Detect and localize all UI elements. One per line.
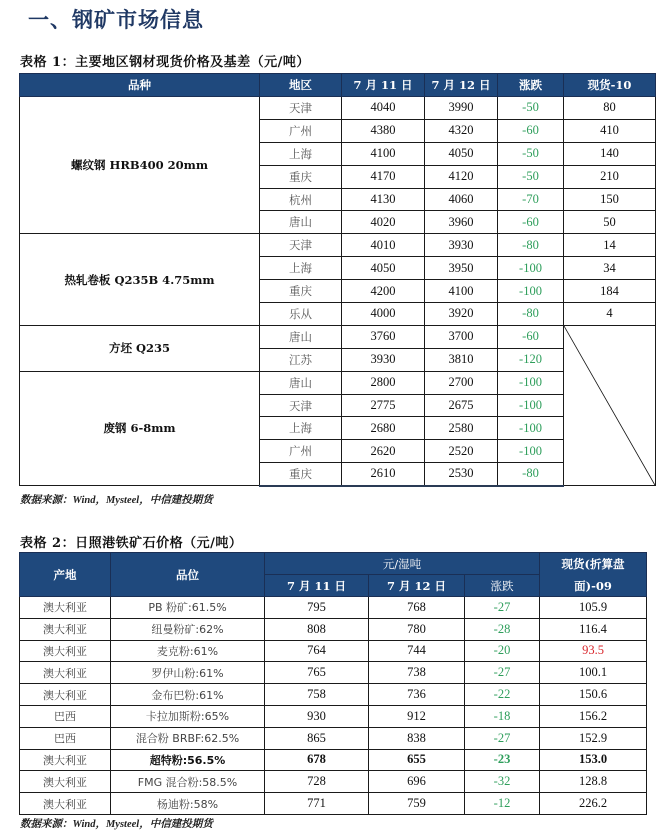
header-region: 地区 (260, 74, 342, 97)
table-row (20, 771, 647, 793)
table-row (20, 684, 647, 706)
table1-caption: 表格 1：主要地区钢材现货价格及基差（元/吨） (20, 55, 310, 70)
change-cell: -100 (498, 280, 564, 303)
price-jul11-cell: 728 (265, 771, 369, 793)
origin-cell: 巴西 (20, 727, 111, 749)
price-jul12-cell: 4060 (425, 188, 498, 211)
price-jul11-cell: 758 (265, 684, 369, 706)
price-jul12-cell: 2530 (425, 463, 498, 486)
grade-cell: 卡拉加斯粉:65% (111, 705, 265, 727)
price-jul11-cell: 3930 (342, 348, 425, 371)
region-cell: 乐从 (260, 303, 342, 326)
price-jul12-cell: 736 (369, 684, 465, 706)
basis-cell: 153.0 (540, 749, 647, 771)
grade-cell: 金布巴粉:61% (111, 684, 265, 706)
price-jul12-cell: 2520 (425, 440, 498, 463)
table-row (20, 727, 647, 749)
price-jul11-cell: 4000 (342, 303, 425, 326)
change-cell: -12 (465, 793, 540, 815)
origin-cell: 澳大利亚 (20, 793, 111, 815)
basis-cell: 100.1 (540, 662, 647, 684)
header-jul11: 7 月 11 日 (265, 575, 369, 597)
basis-cell: 80 (564, 97, 656, 120)
price-jul11-cell: 4050 (342, 257, 425, 280)
change-cell: -27 (465, 597, 540, 619)
variety-cell: 废钢 6-8mm (20, 371, 260, 485)
price-jul12-cell: 3960 (425, 211, 498, 234)
region-cell: 天津 (260, 394, 342, 417)
region-cell: 唐山 (260, 371, 342, 394)
price-jul11-cell: 2680 (342, 417, 425, 440)
change-cell: -80 (498, 234, 564, 257)
iron-ore-price-table (19, 552, 647, 815)
header-variety: 品种 (20, 74, 260, 97)
price-jul12-cell: 759 (369, 793, 465, 815)
price-jul11-cell: 771 (265, 793, 369, 815)
basis-cell: 14 (564, 234, 656, 257)
table2-source-note: 数据来源：Wind，Mysteel，中信建投期货 (20, 819, 213, 830)
table-row (20, 371, 656, 394)
change-cell: -60 (498, 211, 564, 234)
price-jul12-cell: 696 (369, 771, 465, 793)
change-cell: -50 (498, 165, 564, 188)
basis-cell: 210 (564, 165, 656, 188)
basis-cell: 50 (564, 211, 656, 234)
change-cell: -100 (498, 440, 564, 463)
table-row (20, 597, 647, 619)
change-cell: -70 (498, 188, 564, 211)
section-title: 一、钢矿市场信息 (28, 8, 204, 32)
price-jul12-cell: 3810 (425, 348, 498, 371)
change-cell: -18 (465, 705, 540, 727)
header-basis-line1: 现货(折算盘 (561, 556, 625, 571)
price-jul11-cell: 4020 (342, 211, 425, 234)
region-cell: 广州 (260, 440, 342, 463)
price-jul12-cell: 3700 (425, 325, 498, 348)
price-jul11-cell: 4130 (342, 188, 425, 211)
price-jul12-cell: 768 (369, 597, 465, 619)
origin-cell: 澳大利亚 (20, 684, 111, 706)
change-cell: -32 (465, 771, 540, 793)
price-jul11-cell: 4170 (342, 165, 425, 188)
price-jul12-cell: 2580 (425, 417, 498, 440)
change-cell: -120 (498, 348, 564, 371)
price-jul11-cell: 2620 (342, 440, 425, 463)
price-jul11-cell: 3760 (342, 325, 425, 348)
basis-cell: 34 (564, 257, 656, 280)
change-cell: -23 (465, 749, 540, 771)
basis-cell: 128.8 (540, 771, 647, 793)
region-cell: 上海 (260, 417, 342, 440)
diagonal-line-icon (564, 326, 655, 485)
change-cell: -27 (465, 727, 540, 749)
change-cell: -80 (498, 463, 564, 486)
basis-cell: 116.4 (540, 618, 647, 640)
change-cell: -100 (498, 417, 564, 440)
price-jul11-cell: 764 (265, 640, 369, 662)
basis-cell: 105.9 (540, 597, 647, 619)
grade-cell: 混合粉 BRBF:62.5% (111, 727, 265, 749)
basis-cell: 226.2 (540, 793, 647, 815)
region-cell: 江苏 (260, 348, 342, 371)
header-basis (540, 553, 647, 597)
basis-cell: 140 (564, 142, 656, 165)
price-jul12-cell: 3930 (425, 234, 498, 257)
change-cell: -60 (498, 119, 564, 142)
region-cell: 重庆 (260, 463, 342, 486)
table-row-highlighted (20, 749, 647, 771)
price-jul12-cell: 2675 (425, 394, 498, 417)
price-jul12-cell: 4100 (425, 280, 498, 303)
grade-cell: 纽曼粉矿:62% (111, 618, 265, 640)
table-row (20, 640, 647, 662)
price-jul11-cell: 2610 (342, 463, 425, 486)
region-cell: 天津 (260, 97, 342, 120)
price-jul11-cell: 865 (265, 727, 369, 749)
table-row (20, 662, 647, 684)
change-cell: -100 (498, 371, 564, 394)
price-jul11-cell: 795 (265, 597, 369, 619)
table-row (20, 97, 656, 120)
empty-basis-cell (564, 325, 656, 485)
table-row (20, 793, 647, 815)
region-cell: 广州 (260, 119, 342, 142)
basis-cell: 4 (564, 303, 656, 326)
table2-caption: 表格 2：日照港铁矿石价格（元/吨） (20, 536, 243, 551)
basis-cell-highlight: 93.5 (540, 640, 647, 662)
table2-header-row-1 (20, 553, 647, 575)
variety-cell: 方坯 Q235 (20, 325, 260, 371)
header-grade: 品位 (111, 553, 265, 597)
origin-cell: 澳大利亚 (20, 771, 111, 793)
steel-spot-price-table (19, 73, 656, 487)
region-cell: 唐山 (260, 211, 342, 234)
price-jul12-cell: 3920 (425, 303, 498, 326)
change-cell: -20 (465, 640, 540, 662)
price-jul11-cell: 4100 (342, 142, 425, 165)
basis-cell: 152.9 (540, 727, 647, 749)
header-jul11: 7 月 11 日 (342, 74, 425, 97)
price-jul12-cell: 4120 (425, 165, 498, 188)
grade-cell: 罗伊山粉:61% (111, 662, 265, 684)
grade-cell: 麦克粉:61% (111, 640, 265, 662)
price-jul12-cell: 655 (369, 749, 465, 771)
change-cell: -50 (498, 97, 564, 120)
header-unit-group: 元/湿吨 (265, 553, 540, 575)
change-cell: -50 (498, 142, 564, 165)
price-jul12-cell: 744 (369, 640, 465, 662)
origin-cell: 澳大利亚 (20, 662, 111, 684)
price-jul12-cell: 2700 (425, 371, 498, 394)
origin-cell: 澳大利亚 (20, 597, 111, 619)
price-jul12-cell: 3950 (425, 257, 498, 280)
grade-cell: 杨迪粉:58% (111, 793, 265, 815)
price-jul12-cell: 780 (369, 618, 465, 640)
header-basis-line2: 面)-09 (574, 578, 612, 593)
origin-cell: 澳大利亚 (20, 640, 111, 662)
price-jul12-cell: 3990 (425, 97, 498, 120)
change-cell: -60 (498, 325, 564, 348)
region-cell: 重庆 (260, 165, 342, 188)
header-basis: 现货-10 (564, 74, 656, 97)
region-cell: 重庆 (260, 280, 342, 303)
table-row (20, 705, 647, 727)
variety-cell: 热轧卷板 Q235B 4.75mm (20, 234, 260, 326)
change-cell: -100 (498, 257, 564, 280)
table1-source-note: 数据来源：Wind，Mysteel，中信建投期货 (20, 495, 213, 506)
header-change: 涨跌 (465, 575, 540, 597)
origin-cell: 澳大利亚 (20, 749, 111, 771)
region-cell: 唐山 (260, 325, 342, 348)
region-cell: 天津 (260, 234, 342, 257)
price-jul11-cell: 4200 (342, 280, 425, 303)
price-jul11-cell: 4040 (342, 97, 425, 120)
basis-cell: 156.2 (540, 705, 647, 727)
change-cell: -80 (498, 303, 564, 326)
basis-cell: 150 (564, 188, 656, 211)
price-jul11-cell: 2775 (342, 394, 425, 417)
price-jul11-cell: 678 (265, 749, 369, 771)
change-cell: -100 (498, 394, 564, 417)
change-cell: -27 (465, 662, 540, 684)
header-change: 涨跌 (498, 74, 564, 97)
price-jul11-cell: 930 (265, 705, 369, 727)
price-jul12-cell: 838 (369, 727, 465, 749)
price-jul12-cell: 4050 (425, 142, 498, 165)
price-jul11-cell: 808 (265, 618, 369, 640)
basis-cell: 410 (564, 119, 656, 142)
table-row (20, 618, 647, 640)
variety-cell: 螺纹钢 HRB400 20mm (20, 97, 260, 234)
price-jul11-cell: 765 (265, 662, 369, 684)
region-cell: 上海 (260, 257, 342, 280)
origin-cell: 巴西 (20, 705, 111, 727)
basis-cell: 150.6 (540, 684, 647, 706)
change-cell: -28 (465, 618, 540, 640)
price-jul11-cell: 4380 (342, 119, 425, 142)
header-jul12: 7 月 12 日 (369, 575, 465, 597)
table-row (20, 325, 656, 348)
price-jul12-cell: 912 (369, 705, 465, 727)
table1-header-row (20, 74, 656, 97)
grade-cell: FMG 混合粉:58.5% (111, 771, 265, 793)
grade-cell: 超特粉:56.5% (111, 749, 265, 771)
region-cell: 上海 (260, 142, 342, 165)
region-cell: 杭州 (260, 188, 342, 211)
origin-cell: 澳大利亚 (20, 618, 111, 640)
price-jul11-cell: 2800 (342, 371, 425, 394)
change-cell: -22 (465, 684, 540, 706)
table-row (20, 234, 656, 257)
header-origin: 产地 (20, 553, 111, 597)
header-jul12: 7 月 12 日 (425, 74, 498, 97)
grade-cell: PB 粉矿:61.5% (111, 597, 265, 619)
price-jul12-cell: 4320 (425, 119, 498, 142)
price-jul12-cell: 738 (369, 662, 465, 684)
basis-cell: 184 (564, 280, 656, 303)
price-jul11-cell: 4010 (342, 234, 425, 257)
